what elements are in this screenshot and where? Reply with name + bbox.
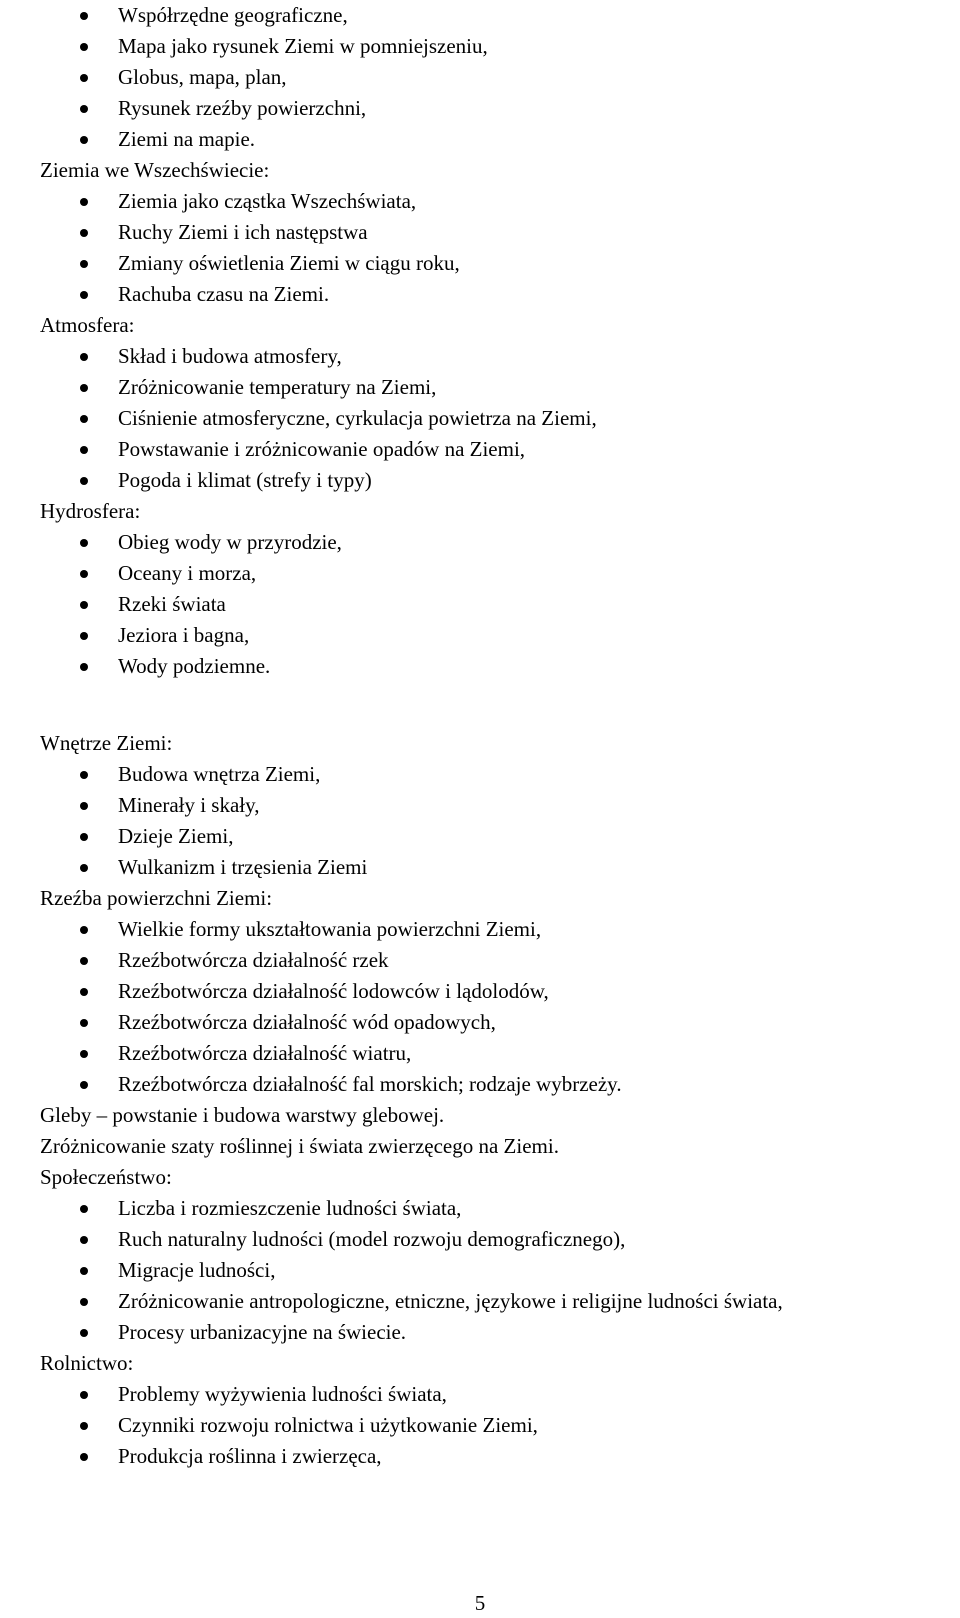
bullet-icon: [80, 539, 88, 547]
bullet-text: Rzeźbotwórcza działalność wiatru,: [118, 1041, 412, 1065]
bullet-icon: [80, 446, 88, 454]
bullet-text: Skład i budowa atmosfery,: [118, 344, 342, 368]
bullet-icon: [80, 926, 88, 934]
section-title: Hydrosfera:: [40, 499, 141, 523]
bullet-icon: [80, 477, 88, 485]
bullet-icon: [80, 1019, 88, 1027]
bullet-icon: [80, 1453, 88, 1461]
bullet-text: Procesy urbanizacyjne na świecie.: [118, 1320, 407, 1344]
bullet-text: Rzeźbotwórcza działalność fal morskich; rodzaje wybrzeży.: [118, 1072, 622, 1096]
bullet-icon: [80, 771, 88, 779]
bullet-text: Oceany i morza,: [118, 561, 257, 585]
bullet-icon: [80, 864, 88, 872]
bullet-text: Rysunek rzeźby powierzchni,: [118, 96, 367, 120]
bullet-text: Czynniki rozwoju rolnictwa i użytkowanie Ziemi,: [118, 1413, 538, 1437]
bullet-icon: [80, 105, 88, 113]
bullet-text: Globus, mapa, plan,: [118, 65, 287, 89]
bullet-icon: [80, 229, 88, 237]
bullet-text: Ciśnienie atmosferyczne, cyrkulacja powietrza na Ziemi,: [118, 406, 597, 430]
bullet-icon: [80, 601, 88, 609]
bullet-text: Minerały i skały,: [118, 793, 260, 817]
page-number: 5: [474, 1591, 486, 1615]
bullet-icon: [80, 198, 88, 206]
bullet-icon: [80, 1205, 88, 1213]
bullet-icon: [80, 260, 88, 268]
bullet-text: Rzeki świata: [118, 592, 226, 616]
section-title: Rolnictwo:: [40, 1351, 134, 1375]
bullet-text: Rachuba czasu na Ziemi.: [118, 282, 330, 306]
bullet-icon: [80, 988, 88, 996]
bullet-text: Zróżnicowanie temperatury na Ziemi,: [118, 375, 437, 399]
bullet-text: Produkcja roślinna i zwierzęca,: [118, 1444, 382, 1468]
bullet-text: Obieg wody w przyrodzie,: [118, 530, 342, 554]
bullet-icon: [80, 957, 88, 965]
bullet-icon: [80, 43, 88, 51]
bullet-text: Ruchy Ziemi i ich następstwa: [118, 220, 368, 244]
bullet-text: Rzeźbotwórcza działalność wód opadowych,: [118, 1010, 496, 1034]
section-title: Rzeźba powierzchni Ziemi:: [40, 886, 273, 910]
bullet-icon: [80, 833, 88, 841]
bullet-text: Zmiany oświetlenia Ziemi w ciągu roku,: [118, 251, 460, 275]
bullet-text: Migracje ludności,: [118, 1258, 276, 1282]
bullet-icon: [80, 1422, 88, 1430]
bullet-icon: [80, 663, 88, 671]
bullet-text: Problemy wyżywienia ludności świata,: [118, 1382, 447, 1406]
bullet-icon: [80, 1050, 88, 1058]
bullet-text: Ziemi na mapie.: [118, 127, 256, 151]
bullet-text: Wody podziemne.: [118, 654, 271, 678]
bullet-icon: [80, 291, 88, 299]
bullet-icon: [80, 632, 88, 640]
bullet-text: Wulkanizm i trzęsienia Ziemi: [118, 855, 368, 879]
bullet-icon: [80, 1081, 88, 1089]
bullet-text: Pogoda i klimat (strefy i typy): [118, 468, 372, 492]
bullet-icon: [80, 74, 88, 82]
bullet-icon: [80, 415, 88, 423]
bullet-text: Jeziora i bagna,: [118, 623, 250, 647]
bullet-text: Dzieje Ziemi,: [118, 824, 234, 848]
bullet-icon: [80, 384, 88, 392]
bullet-icon: [80, 1391, 88, 1399]
bullet-icon: [80, 802, 88, 810]
bullet-icon: [80, 570, 88, 578]
section-title: Ziemia we Wszechświecie:: [40, 158, 270, 182]
section-title: Wnętrze Ziemi:: [40, 731, 173, 755]
bullet-icon: [80, 1267, 88, 1275]
bullet-text: Mapa jako rysunek Ziemi w pomniejszeniu,: [118, 34, 488, 58]
bullet-icon: [80, 136, 88, 144]
section-title: Zróżnicowanie szaty roślinnej i świata zwierzęcego na Ziemi.: [40, 1134, 559, 1158]
bullet-text: Budowa wnętrza Ziemi,: [118, 762, 321, 786]
section-title: Gleby – powstanie i budowa warstwy glebowej.: [40, 1103, 445, 1127]
bullet-text: Zróżnicowanie antropologiczne, etniczne, językowe i religijne ludności świata,: [118, 1289, 783, 1313]
bullet-text: Ziemia jako cząstka Wszechświata,: [118, 189, 417, 213]
section-title: Społeczeństwo:: [40, 1165, 172, 1189]
bullet-text: Rzeźbotwórcza działalność rzek: [118, 948, 389, 972]
bullet-text: Rzeźbotwórcza działalność lodowców i lądolodów,: [118, 979, 549, 1003]
bullet-icon: [80, 1236, 88, 1244]
bullet-icon: [80, 1298, 88, 1306]
bullet-text: Współrzędne geograficzne,: [118, 3, 348, 27]
bullet-icon: [80, 1329, 88, 1337]
section-title: Atmosfera:: [40, 313, 135, 337]
bullet-text: Ruch naturalny ludności (model rozwoju demograficznego),: [118, 1227, 626, 1251]
bullet-text: Liczba i rozmieszczenie ludności świata,: [118, 1196, 462, 1220]
bullet-text: Powstawanie i zróżnicowanie opadów na Ziemi,: [118, 437, 526, 461]
bullet-text: Wielkie formy ukształtowania powierzchni Ziemi,: [118, 917, 542, 941]
bullet-icon: [80, 353, 88, 361]
bullet-icon: [80, 12, 88, 20]
